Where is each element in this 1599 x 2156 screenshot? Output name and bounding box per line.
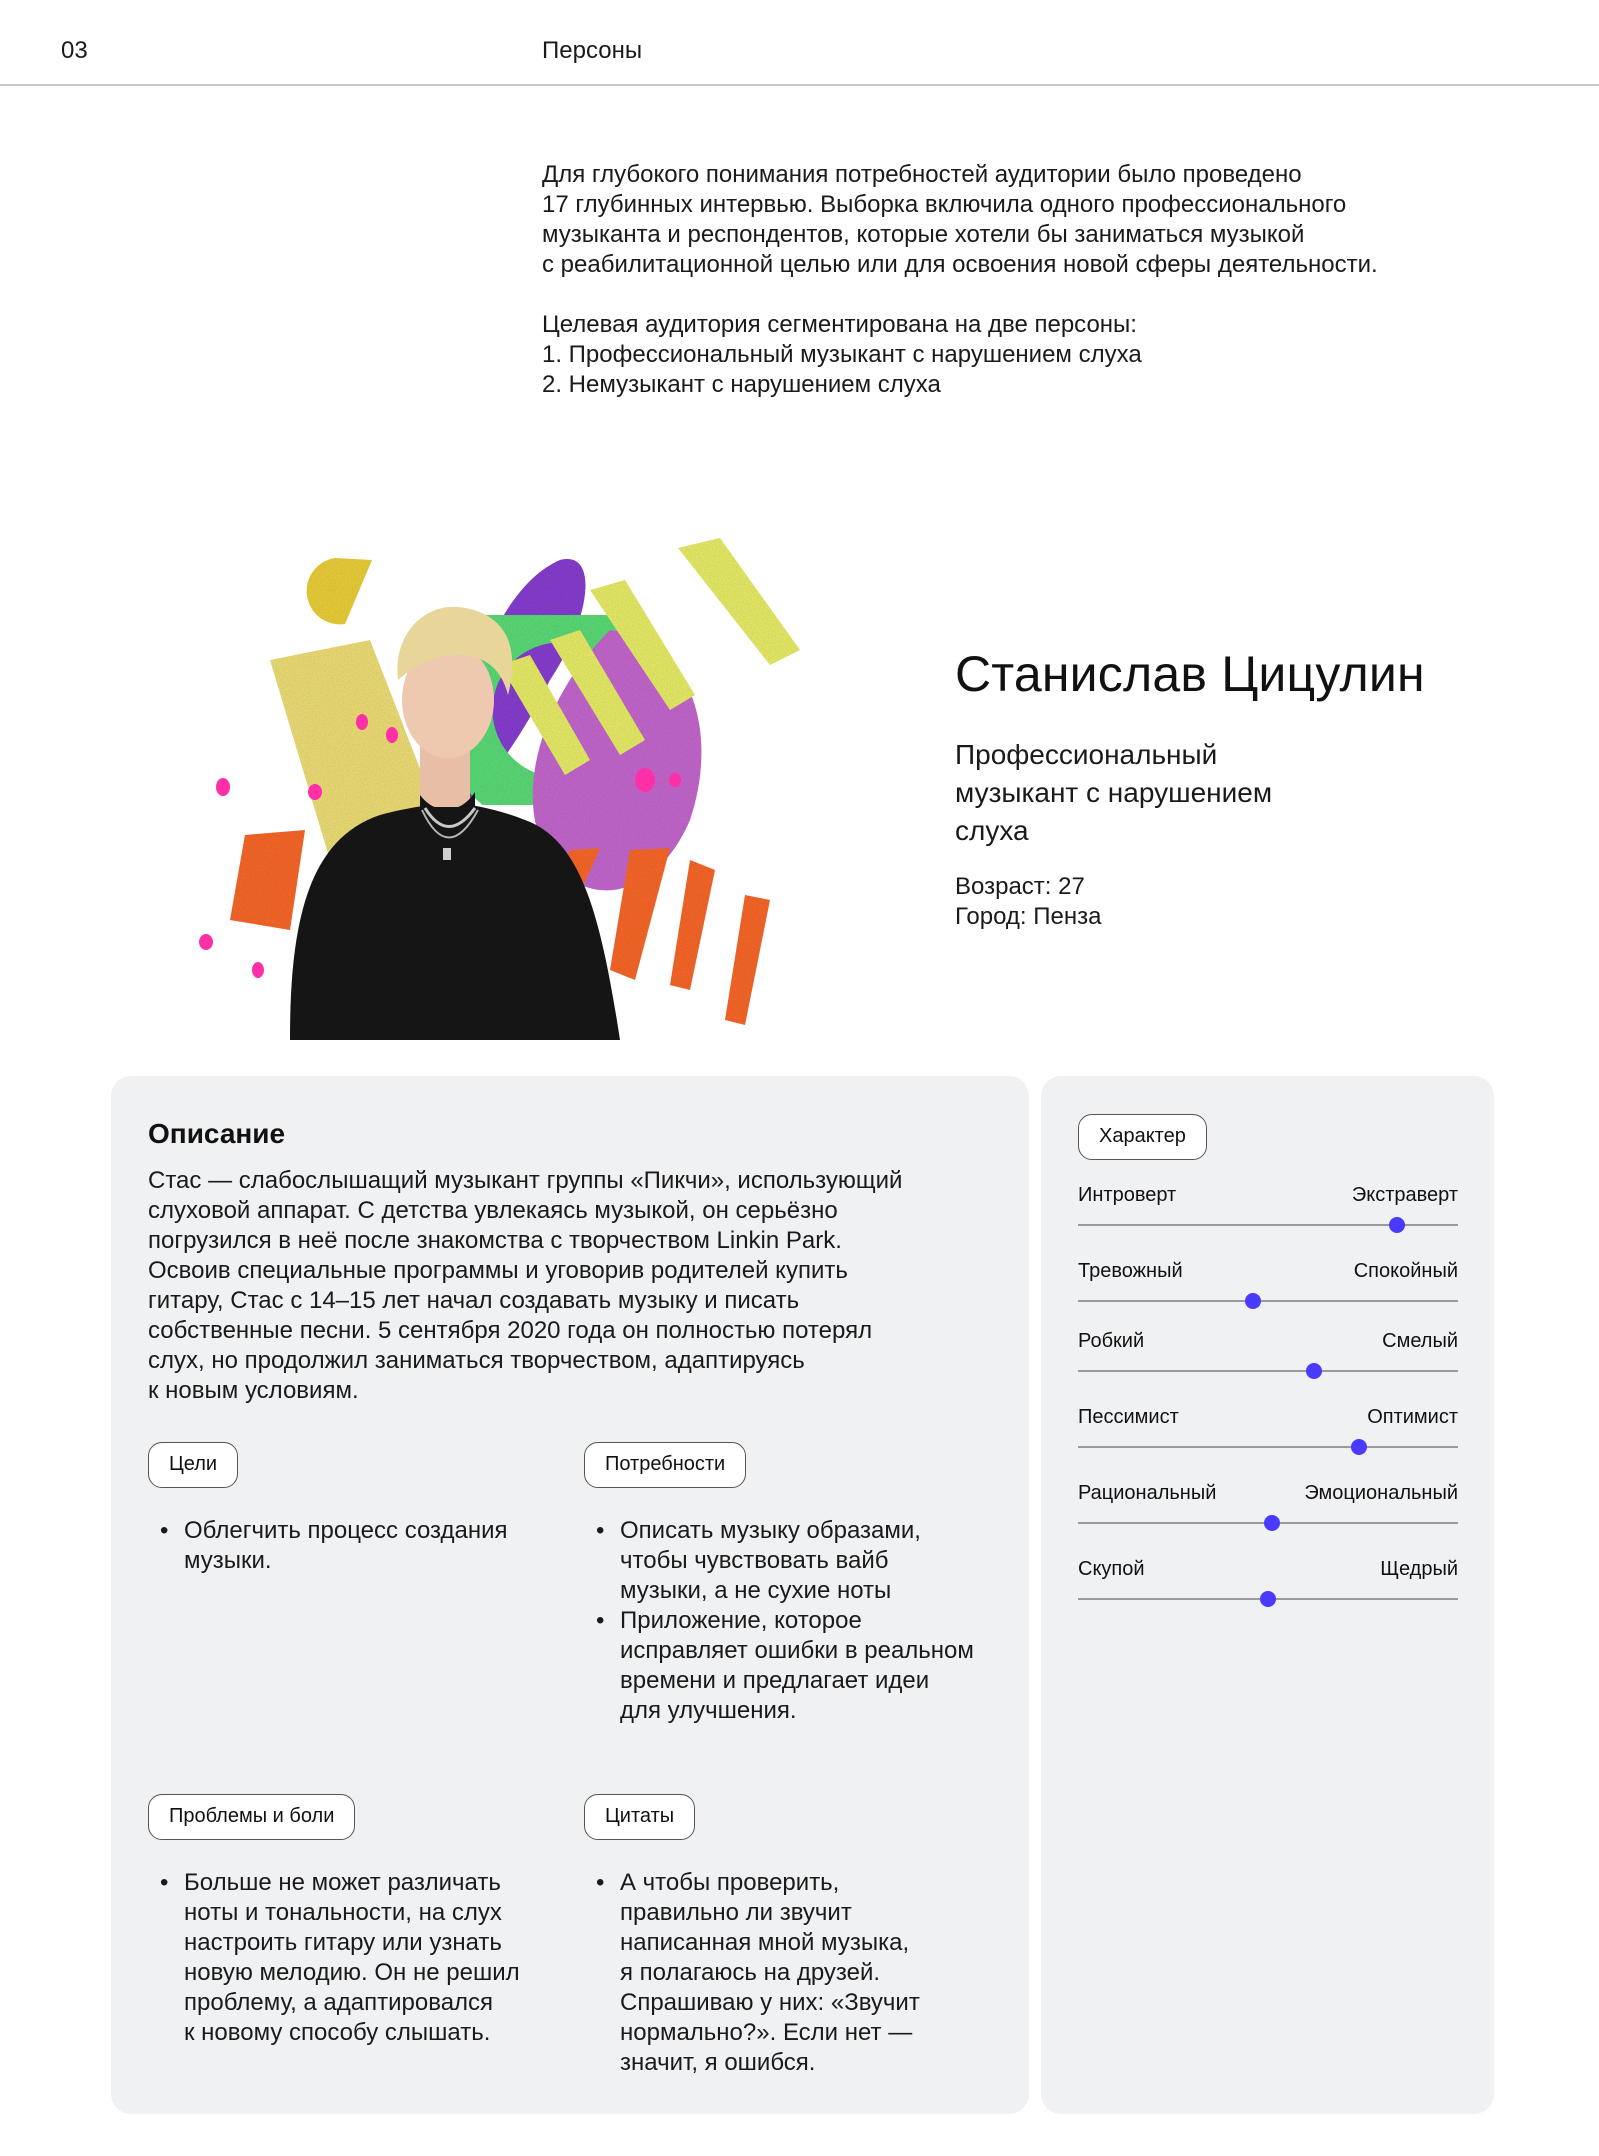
- persona-age: Возраст: 27: [955, 873, 1085, 900]
- trait-right-label: Смелый: [1382, 1330, 1458, 1352]
- description-line: погрузился в неё после знакомства с творчеством Linkin Park.: [148, 1227, 842, 1254]
- description-text: [148, 1166, 948, 1406]
- intro-line: Целевая аудитория сегментирована на две персоны:: [542, 311, 1137, 338]
- page-header: [0, 0, 1599, 86]
- shape-pink-dot: [669, 773, 681, 787]
- shape-orange-shard: [230, 830, 305, 930]
- trait-right-label: Эмоциональный: [1304, 1482, 1458, 1504]
- intro-line: 2. Немузыкант с нарушением слуха: [542, 371, 941, 398]
- trait-scale-marker: [1264, 1515, 1280, 1531]
- pains-tag: Проблемы и боли: [148, 1794, 355, 1840]
- trait-scale-marker: [1306, 1363, 1322, 1379]
- shape-yellow-semicircle: [307, 558, 372, 624]
- trait-left-label: Скупой: [1078, 1558, 1145, 1580]
- intro-line: 17 глубинных интервью. Выборка включила одного профессионального: [542, 191, 1347, 218]
- trait-left-label: Тревожный: [1078, 1260, 1183, 1282]
- persona-name: Станислав Цицулин: [955, 646, 1425, 702]
- intro-line: Для глубокого понимания потребностей аудитории было проведено: [542, 161, 1302, 188]
- trait-left-label: Рациональный: [1078, 1482, 1217, 1504]
- section-title: Персоны: [542, 37, 643, 64]
- trait-left-label: Интроверт: [1078, 1184, 1177, 1206]
- description-line: Освоив специальные программы и уговорив родителей купить: [148, 1257, 848, 1284]
- description-line: слуховой аппарат. С детства увлекаясь музыкой, он серьёзно: [148, 1197, 838, 1224]
- trait-left-label: Робкий: [1078, 1330, 1145, 1352]
- description-title: Описание: [148, 1118, 286, 1149]
- trait-pessimist-optimist: [1078, 1406, 1458, 1462]
- shape-orange-shard: [725, 895, 770, 1025]
- trait-right-label: Экстраверт: [1351, 1184, 1458, 1206]
- shape-pink-dot: [216, 778, 230, 796]
- persona-role-line: слуха: [955, 815, 1029, 846]
- trait-scale-marker: [1389, 1217, 1405, 1233]
- shape-pink-dot: [308, 784, 322, 800]
- character-tag: Характер: [1078, 1114, 1207, 1160]
- persona-city: Город: Пенза: [955, 903, 1102, 930]
- list-item: • А чтобы проверить, правильно ли звучит написанная мной музыка, я полагаюсь на друзей. Спрашиваю у них: «Звучит нормально?». Если нет — значит, я ошибся.: [584, 1868, 1004, 2078]
- persona-photo-collage: [130, 530, 870, 1040]
- shape-pink-dot: [252, 962, 264, 978]
- trait-introvert-extravert: [1078, 1184, 1458, 1240]
- trait-timid-brave: [1078, 1330, 1458, 1386]
- shape-pink-dot: [356, 714, 368, 730]
- quotes-list: [584, 1868, 1004, 2078]
- persona-role: [955, 736, 1315, 850]
- trait-left-label: Пессимист: [1078, 1406, 1179, 1428]
- shape-pink-dot: [635, 768, 655, 792]
- trait-rational-emotional: [1078, 1482, 1458, 1538]
- goals-tag: Цели: [148, 1442, 238, 1488]
- shape-pink-dot: [199, 934, 213, 950]
- trait-scale-marker: [1260, 1591, 1276, 1607]
- trait-scale-marker: [1245, 1293, 1261, 1309]
- trait-scale-track: [1078, 1300, 1458, 1302]
- shape-pink-dot: [386, 727, 398, 743]
- shape-orange-shard: [670, 860, 715, 990]
- page-number: 03: [61, 37, 88, 64]
- intro-text: [542, 160, 1442, 400]
- persona-meta: [955, 872, 1101, 932]
- list-item: • Больше не может различать ноты и тональности, на слух настроить гитару или узнать новую мелодию. Он не решил проблему, а адаптировался к новому способу слышать.: [148, 1868, 568, 2048]
- persona-role-line: Профессиональный: [955, 739, 1218, 770]
- needs-list: [584, 1516, 1004, 1726]
- trait-stingy-generous: [1078, 1558, 1458, 1614]
- trait-right-label: Щедрый: [1380, 1558, 1458, 1580]
- intro-line: 1. Профессиональный музыкант с нарушением слуха: [542, 341, 1142, 368]
- trait-right-label: Спокойный: [1353, 1260, 1458, 1282]
- pains-list: [148, 1868, 568, 2048]
- intro-line: музыканта и респондентов, которые хотели бы заниматься музыкой: [542, 221, 1305, 248]
- needs-tag: Потребности: [584, 1442, 746, 1488]
- trait-scale-track: [1078, 1370, 1458, 1372]
- shape-yellow-stripe: [678, 538, 800, 665]
- intro-line: с реабилитационной целью или для освоения новой сферы деятельности.: [542, 251, 1378, 278]
- list-item: • Облегчить процесс создания музыки.: [148, 1516, 548, 1576]
- trait-right-label: Оптимист: [1367, 1406, 1458, 1428]
- persona-role-line: музыкант с нарушением: [955, 777, 1273, 808]
- list-item: • Описать музыку образами, чтобы чувствовать вайб музыки, а не сухие ноты: [584, 1516, 1004, 1606]
- description-line: собственные песни. 5 сентября 2020 года он полностью потерял: [148, 1317, 873, 1344]
- description-line: гитару, Стас с 14–15 лет начал создавать музыку и писать: [148, 1287, 800, 1314]
- description-line: к новым условиям.: [148, 1377, 359, 1404]
- quotes-tag: Цитаты: [584, 1794, 695, 1840]
- goals-list: [148, 1516, 548, 1576]
- description-line: слух, но продолжил заниматься творчеством, адаптируясь: [148, 1347, 805, 1374]
- trait-scale-marker: [1351, 1439, 1367, 1455]
- trait-scale-track: [1078, 1446, 1458, 1448]
- list-item: • Приложение, которое исправляет ошибки в реальном времени и предлагает идеи для улучшения.: [584, 1606, 1004, 1726]
- description-line: Стас — слабослышащий музыкант группы «Пикчи», использующий: [148, 1167, 903, 1194]
- trait-anxious-calm: [1078, 1260, 1458, 1316]
